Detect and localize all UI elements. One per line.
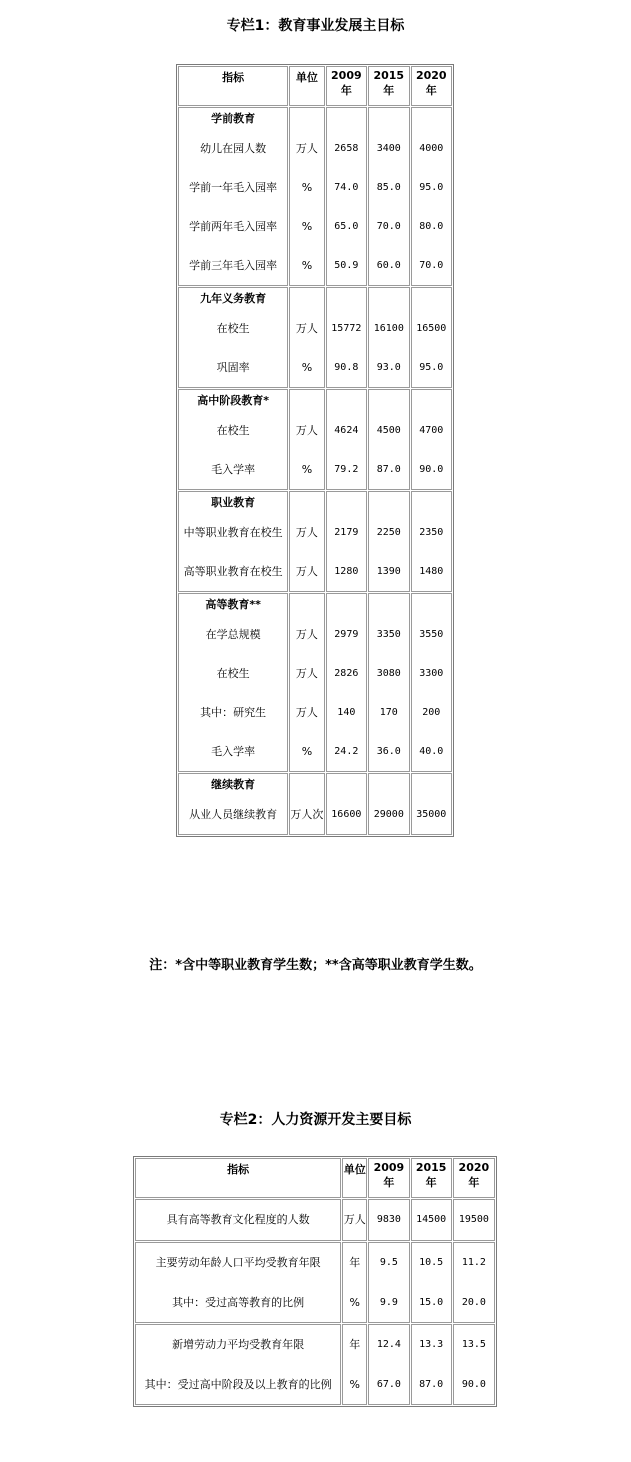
- row-value-2009: 15772: [331, 323, 362, 334]
- row-value-2009: 67.0: [376, 1379, 401, 1390]
- row-label: 毛入学率: [211, 745, 256, 758]
- row-unit: 万人: [295, 322, 318, 335]
- section-heading: 学前教育: [211, 112, 256, 125]
- row-value-2015: 15.0: [419, 1297, 444, 1308]
- row-unit: %: [301, 361, 313, 374]
- row-value-2009: 9830: [376, 1214, 401, 1225]
- row-unit: 万人: [295, 142, 318, 155]
- row-value-2020: 40.0: [419, 746, 444, 757]
- row-unit: %: [349, 1296, 360, 1309]
- section-spacer: [369, 108, 408, 129]
- row-value-2009: 2826: [334, 668, 359, 679]
- header-unit: 单位: [342, 1158, 367, 1198]
- unit-cell: [289, 389, 324, 490]
- section-spacer: [290, 108, 323, 129]
- row-value-2020: 16500: [416, 323, 447, 334]
- section-spacer: [369, 774, 408, 795]
- row-value-2020: 3550: [419, 629, 444, 640]
- indicator-cell: [178, 491, 288, 592]
- row-value-2009: 1280: [334, 566, 359, 577]
- header-2009: 2009年: [326, 66, 367, 106]
- table-row-group: [178, 773, 452, 835]
- row-value-2015: 14500: [416, 1214, 447, 1225]
- unit-cell: [289, 491, 324, 592]
- row-value-2020: 70.0: [419, 260, 444, 271]
- value-2015-cell: [411, 1242, 452, 1323]
- row-unit: %: [301, 220, 313, 233]
- row-value-2020: 3300: [419, 668, 444, 679]
- row-value-2009: 16600: [331, 809, 362, 820]
- table-header-row: [135, 1158, 495, 1198]
- box1-title: 专栏1：教育事业发展主目标: [226, 18, 405, 34]
- row-value-2015: 1390: [376, 566, 401, 577]
- row-value-2015: 3400: [376, 143, 401, 154]
- header-indicator: 指标: [178, 66, 288, 106]
- value-2009-cell: [326, 773, 367, 835]
- row-label: 毛入学率: [211, 463, 256, 476]
- row-value-2020: 19500: [458, 1214, 489, 1225]
- section-heading: 职业教育: [211, 496, 256, 509]
- row-label: 学前三年毛入园率: [189, 259, 278, 272]
- value-2009-cell: [326, 389, 367, 490]
- row-value-2009: 140: [337, 707, 356, 718]
- row-label: 高等职业教育在校生: [183, 565, 283, 578]
- row-value-2020: 95.0: [419, 182, 444, 193]
- unit-cell: [289, 287, 324, 388]
- row-value-2020: 200: [422, 707, 441, 718]
- indicator-cell: [178, 287, 288, 388]
- section-spacer: [327, 774, 366, 795]
- row-unit: 万人: [295, 565, 318, 578]
- row-value-2009: 12.4: [376, 1339, 401, 1350]
- row-label: 在校生: [216, 667, 250, 680]
- row-label: 其中：受过高等教育的比例: [172, 1296, 305, 1309]
- value-2015-cell: [368, 773, 409, 835]
- value-2020-cell: [411, 287, 452, 388]
- unit-cell: [342, 1324, 367, 1405]
- value-2015-cell: [368, 107, 409, 286]
- value-2009-cell: [368, 1242, 409, 1323]
- row-unit: %: [301, 181, 313, 194]
- row-value-2015: 36.0: [376, 746, 401, 757]
- section-spacer: [412, 492, 451, 513]
- section-spacer: [412, 390, 451, 411]
- row-value-2015: 2250: [376, 527, 401, 538]
- value-2015-cell: [368, 491, 409, 592]
- value-2020-cell: [453, 1199, 495, 1241]
- row-value-2015: 87.0: [376, 464, 401, 475]
- row-unit: %: [301, 259, 313, 272]
- row-value-2015: 70.0: [376, 221, 401, 232]
- table-row-group: [178, 107, 452, 286]
- header-indicator: 指标: [135, 1158, 341, 1198]
- row-unit: %: [301, 463, 313, 476]
- row-value-2015: 170: [379, 707, 398, 718]
- row-value-2015: 4500: [376, 425, 401, 436]
- section-spacer: [290, 594, 323, 615]
- unit-cell: [289, 107, 324, 286]
- value-2020-cell: [453, 1242, 495, 1323]
- unit-cell: [342, 1242, 367, 1323]
- row-label: 在校生: [216, 424, 250, 437]
- education-targets-table: [176, 64, 454, 837]
- section-spacer: [412, 774, 451, 795]
- table-row-group: [178, 287, 452, 388]
- value-2015-cell: [411, 1199, 452, 1241]
- indicator-cell: [178, 107, 288, 286]
- value-2020-cell: [411, 593, 452, 772]
- row-value-2015: 85.0: [376, 182, 401, 193]
- value-2009-cell: [368, 1199, 409, 1241]
- row-value-2020: 80.0: [419, 221, 444, 232]
- table-row-group: [178, 593, 452, 772]
- value-2015-cell: [368, 287, 409, 388]
- row-label: 中等职业教育在校生: [183, 526, 283, 539]
- row-unit: %: [349, 1378, 360, 1391]
- value-2020-cell: [411, 107, 452, 286]
- header-unit: 单位: [289, 66, 324, 106]
- table-row-group: [135, 1242, 495, 1323]
- section-spacer: [369, 390, 408, 411]
- row-value-2020: 20.0: [461, 1297, 486, 1308]
- value-2020-cell: [411, 491, 452, 592]
- row-value-2020: 90.0: [461, 1379, 486, 1390]
- row-unit: %: [301, 745, 313, 758]
- header-2020: 2020年: [453, 1158, 495, 1198]
- unit-cell: [342, 1199, 367, 1241]
- row-label: 新增劳动力平均受教育年限: [172, 1338, 305, 1351]
- row-label: 从业人员继续教育: [189, 808, 278, 821]
- row-value-2015: 3350: [376, 629, 401, 640]
- value-2015-cell: [411, 1324, 452, 1405]
- row-value-2009: 9.5: [379, 1257, 398, 1268]
- row-value-2020: 95.0: [419, 362, 444, 373]
- row-unit: 年: [349, 1256, 361, 1269]
- section-spacer: [327, 288, 366, 309]
- row-value-2009: 2179: [334, 527, 359, 538]
- row-value-2015: 93.0: [376, 362, 401, 373]
- row-value-2020: 13.5: [461, 1339, 486, 1350]
- row-label: 在学总规模: [205, 628, 261, 641]
- row-label: 学前一年毛入园率: [189, 181, 278, 194]
- row-unit: 万人: [295, 628, 318, 641]
- value-2009-cell: [326, 107, 367, 286]
- row-value-2009: 24.2: [334, 746, 359, 757]
- header-2009: 2009年: [368, 1158, 409, 1198]
- row-value-2020: 2350: [419, 527, 444, 538]
- human-resources-targets-table: [133, 1156, 497, 1407]
- section-spacer: [369, 288, 408, 309]
- indicator-cell: [178, 389, 288, 490]
- section-spacer: [369, 492, 408, 513]
- row-value-2015: 10.5: [419, 1257, 444, 1268]
- row-value-2009: 50.9: [334, 260, 359, 271]
- row-label: 其中：研究生: [200, 706, 267, 719]
- box1-footnote: 注：*含中等职业教育学生数；**含高等职业教育学生数。: [149, 958, 482, 973]
- indicator-cell: [135, 1324, 341, 1405]
- table-row-group: [178, 491, 452, 592]
- section-spacer: [290, 492, 323, 513]
- row-value-2015: 16100: [373, 323, 404, 334]
- row-unit: 万人: [295, 424, 318, 437]
- row-value-2020: 35000: [416, 809, 447, 820]
- row-label: 幼儿在园人数: [200, 142, 267, 155]
- indicator-cell: [135, 1242, 341, 1323]
- value-2009-cell: [326, 287, 367, 388]
- row-label: 在校生: [216, 322, 250, 335]
- row-value-2009: 2979: [334, 629, 359, 640]
- row-value-2009: 79.2: [334, 464, 359, 475]
- row-value-2020: 4000: [419, 143, 444, 154]
- unit-cell: [289, 593, 324, 772]
- table-row-group: [135, 1199, 495, 1241]
- indicator-cell: [135, 1199, 341, 1241]
- row-label: 巩固率: [216, 361, 250, 374]
- header-2015: 2015年: [411, 1158, 452, 1198]
- header-2020: 2020年: [411, 66, 452, 106]
- row-label: 具有高等教育文化程度的人数: [166, 1213, 310, 1226]
- section-spacer: [290, 288, 323, 309]
- row-label: 主要劳动年龄人口平均受教育年限: [155, 1256, 321, 1269]
- section-spacer: [412, 594, 451, 615]
- row-label: 其中：受过高中阶段及以上教育的比例: [144, 1378, 332, 1391]
- row-unit: 万人: [295, 526, 318, 539]
- section-spacer: [412, 288, 451, 309]
- section-heading: 九年义务教育: [200, 292, 267, 305]
- box2-title: 专栏2：人力资源开发主要目标: [219, 1112, 412, 1128]
- value-2009-cell: [326, 593, 367, 772]
- row-value-2020: 4700: [419, 425, 444, 436]
- row-value-2009: 90.8: [334, 362, 359, 373]
- value-2015-cell: [368, 389, 409, 490]
- section-spacer: [369, 594, 408, 615]
- unit-cell: [289, 773, 324, 835]
- table-row-group: [135, 1324, 495, 1405]
- table-row-group: [178, 389, 452, 490]
- value-2020-cell: [411, 389, 452, 490]
- value-2020-cell: [453, 1324, 495, 1405]
- row-value-2015: 29000: [373, 809, 404, 820]
- row-value-2020: 90.0: [419, 464, 444, 475]
- row-unit: 万人: [295, 667, 318, 680]
- section-heading: 高中阶段教育*: [197, 394, 269, 407]
- row-value-2009: 74.0: [334, 182, 359, 193]
- section-heading: 高等教育**: [205, 598, 261, 611]
- table-header-row: [178, 66, 452, 106]
- row-value-2015: 13.3: [419, 1339, 444, 1350]
- row-value-2009: 65.0: [334, 221, 359, 232]
- row-unit: 万人次: [290, 808, 324, 821]
- row-value-2009: 9.9: [379, 1297, 398, 1308]
- section-spacer: [327, 492, 366, 513]
- section-spacer: [327, 390, 366, 411]
- indicator-cell: [178, 773, 288, 835]
- header-2015: 2015年: [368, 66, 409, 106]
- row-value-2020: 1480: [419, 566, 444, 577]
- section-spacer: [327, 108, 366, 129]
- row-value-2020: 11.2: [461, 1257, 486, 1268]
- value-2009-cell: [326, 491, 367, 592]
- section-heading: 继续教育: [211, 778, 256, 791]
- row-value-2015: 60.0: [376, 260, 401, 271]
- value-2015-cell: [368, 593, 409, 772]
- row-value-2015: 3080: [376, 668, 401, 679]
- row-value-2009: 4624: [334, 425, 359, 436]
- value-2009-cell: [368, 1324, 409, 1405]
- row-value-2015: 87.0: [419, 1379, 444, 1390]
- value-2020-cell: [411, 773, 452, 835]
- section-spacer: [412, 108, 451, 129]
- row-unit: 年: [349, 1338, 361, 1351]
- section-spacer: [290, 774, 323, 795]
- row-unit: 万人: [295, 706, 318, 719]
- row-unit: 万人: [343, 1213, 366, 1226]
- row-value-2009: 2658: [334, 143, 359, 154]
- section-spacer: [290, 390, 323, 411]
- row-label: 学前两年毛入园率: [189, 220, 278, 233]
- section-spacer: [327, 594, 366, 615]
- indicator-cell: [178, 593, 288, 772]
